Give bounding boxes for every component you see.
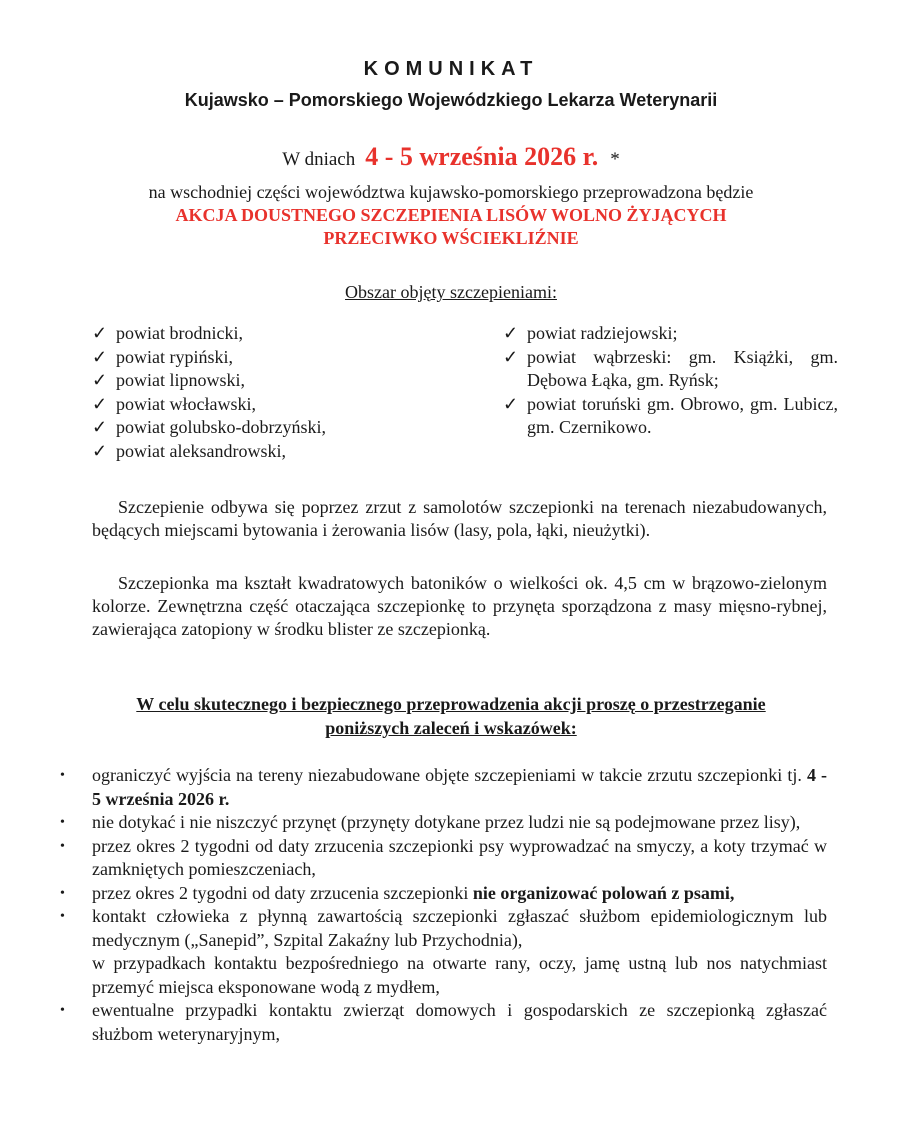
check-icon: ✓ xyxy=(503,323,519,343)
check-icon: ✓ xyxy=(503,393,519,414)
document-subtitle: Kujawsko – Pomorskiego Wojewódzkiego Lekarza Weterynarii xyxy=(184,90,718,110)
vaccination-paragraph: Szczepienie odbywa się poprzez zrzut z samolotów szczepionki na terenach niezabudowanych, będących miejscami bytowania i żerowania lisów (lasy, pola, łąki, nieużytki). xyxy=(92,497,827,540)
list-item: ✓ powiat wąbrzeski: gm. Książki, gm. Dębowa Łąka, gm. Ryńsk; xyxy=(503,346,838,390)
bullet-icon: • xyxy=(60,838,65,854)
list-item: • ewentualne przypadki kontaktu zwierząt domowych i gospodarskich ze szczepionką zgłaszać służbom weterynaryjnym, xyxy=(60,1000,827,1044)
area-list-left xyxy=(92,322,412,463)
list-item: ✓ powiat włocławski, xyxy=(92,393,412,417)
bullet-icon: • xyxy=(60,815,65,830)
check-icon: ✓ xyxy=(92,440,108,461)
list-item: • kontakt człowieka z płynną zawartością szczepionki zgłaszać służbom epidemiologicznym lub medycznym („Sanepid”, Szpital Zakaźny lub Przychodnia), w przypadkach kontaktu bezpośredniego na otwarte rany, oczy, jamę ustną lub nos natychmiast przemyć miejsca eksponowane wodą z mydłem, xyxy=(60,906,827,997)
list-item: • przez okres 2 tygodni od daty zrzucenia szczepionki nie organizować polowań z psami, xyxy=(92,882,827,906)
bullet-icon: • xyxy=(60,909,65,924)
asterisk-mark: * xyxy=(610,149,620,170)
list-item: ✓ powiat toruński gm. Obrowo, gm. Lubicz, gm. Czernikowo. xyxy=(503,393,838,437)
recommendations-heading-line-1: W celu skutecznego i bezpiecznego przeprowadzenia akcji proszę o przestrzeganie xyxy=(136,694,766,714)
check-icon: ✓ xyxy=(92,393,108,414)
bullet-icon: • xyxy=(60,768,65,783)
check-icon: ✓ xyxy=(92,323,108,343)
check-icon: ✓ xyxy=(92,346,108,367)
bullet-icon: • xyxy=(60,1003,65,1018)
area-list-right xyxy=(503,322,838,440)
list-item: • nie dotykać i nie niszczyć przynęt (przynęty dotykane przez ludzi nie są podejmowane przez lisy), xyxy=(92,811,827,835)
document-title: KOMUNIKAT xyxy=(363,58,539,80)
check-icon: ✓ xyxy=(92,417,108,437)
date-prefix: W dniach xyxy=(282,149,356,170)
list-item: ✓ powiat brodnicki, xyxy=(92,322,412,346)
recommendations-heading-line-2: poniższych zaleceń i wskazówek: xyxy=(325,718,577,738)
list-item: ✓ powiat radziejowski; xyxy=(503,322,838,346)
check-icon: ✓ xyxy=(92,370,108,390)
area-heading: Obszar objęty szczepieniami: xyxy=(345,282,557,302)
bullet-icon: • xyxy=(60,885,65,901)
list-item: ✓ powiat aleksandrowski, xyxy=(92,440,412,464)
list-item: • przez okres 2 tygodni od daty zrzucenia szczepionki psy wyprowadzać na smyczy, a koty trzymać w zamkniętych pomieszczeniach, xyxy=(60,835,827,879)
date-line xyxy=(0,142,902,172)
list-item: ✓ powiat lipnowski, xyxy=(92,369,412,393)
list-item: ✓ powiat golubsko-dobrzyński, xyxy=(92,416,412,440)
action-title-line-1: AKCJA DOUSTNEGO SZCZEPIENIA LISÓW WOLNO ŻYJĄCYCH xyxy=(175,205,727,225)
location-line: na wschodniej części województwa kujawsko-pomorskiego przeprowadzona będzie xyxy=(148,182,754,202)
list-item: • ograniczyć wyjścia na tereny niezabudowane objęte szczepieniami w takcie zrzutu szczepionki tj. 4 - 5 września 2026 r. xyxy=(60,765,827,809)
check-icon: ✓ xyxy=(503,346,519,367)
list-item: ✓ powiat rypiński, xyxy=(92,346,412,370)
recommendations-list xyxy=(60,764,827,1046)
campaign-date: 4 - 5 września 2026 r. xyxy=(365,142,599,171)
vaccine-description-paragraph: Szczepionka ma kształt kwadratowych batoników o wielkości ok. 4,5 cm w brązowo-zielonym kolorze. Zewnętrzna część otaczająca szczepionkę to przynęta sporządzona z masy mięsno-rybnej, zawierająca zatopiony w środku blister ze szczepionką. xyxy=(92,573,827,639)
action-title-line-2: PRZECIWKO WŚCIEKLIŹNIE xyxy=(323,228,579,248)
